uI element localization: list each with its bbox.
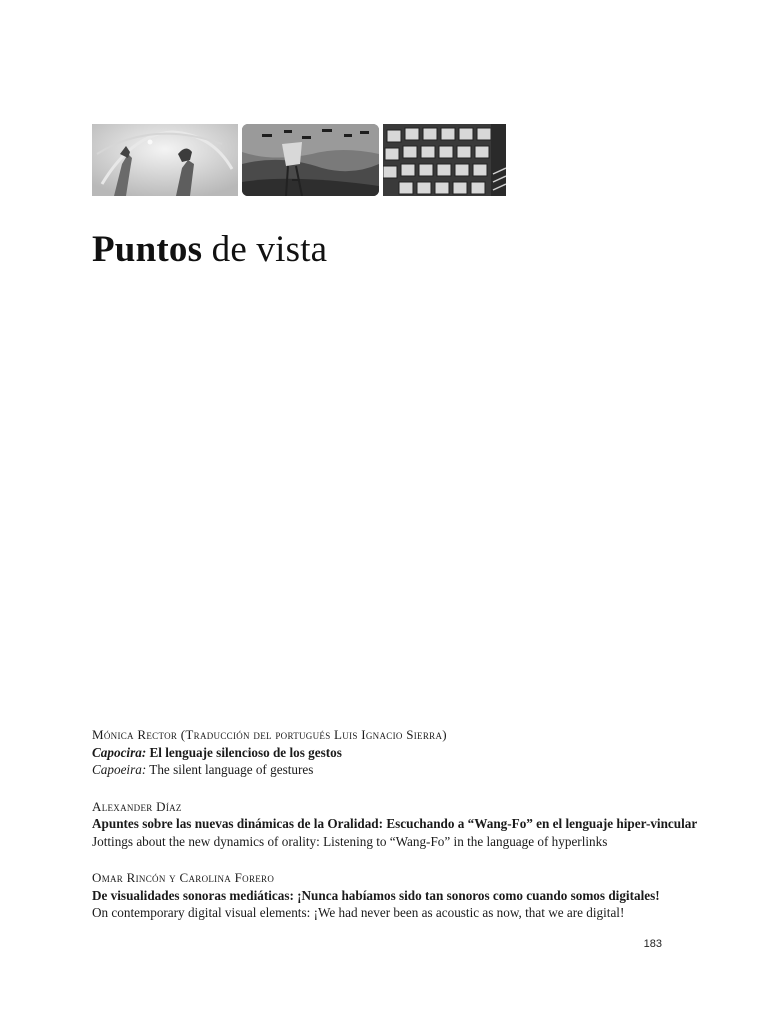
- article-author: Mónica Rector (Traducción del portugués Luis Ignacio Sierra): [92, 727, 447, 742]
- article-title-en: [92, 761, 692, 779]
- article-title-en-italic: Capoeira:: [92, 762, 147, 777]
- article-title-es-italic: Capocira:: [92, 744, 147, 760]
- article-author: Alexander Díaz: [92, 798, 182, 814]
- section-title: [92, 228, 327, 271]
- article-title-es-text: El lenguaje silencioso de los gestos: [146, 744, 342, 760]
- article-entry: [92, 798, 698, 851]
- article-author: Omar Rincón y Carolina Forero: [92, 870, 275, 885]
- article-title-es: [92, 815, 698, 833]
- article-title-en: [92, 833, 692, 851]
- drone-scene-photo: [242, 124, 379, 196]
- article-entry: [92, 869, 692, 922]
- article-title-en-text: On contemporary digital visual elements: ¡We had never been as acoustic as now, that we are digital!: [92, 905, 625, 920]
- hands-photo: [92, 124, 238, 196]
- header-image-strip: [92, 124, 506, 196]
- article-list: [92, 726, 698, 941]
- article-title-es-text: Apuntes sobre las nuevas dinámicas de la Oralidad: Escuchando a “Wang-Fo” en el lenguaje hiper-vincular: [92, 816, 698, 831]
- article-title-en-text: Jottings about the new dynamics of orality: Listening to “Wang-Fo” in the language of hyperlinks: [92, 833, 608, 849]
- section-title-rest: de vista: [202, 229, 328, 270]
- page-number: 183: [643, 938, 662, 950]
- keyboard-photo: [383, 124, 506, 196]
- article-entry: [92, 726, 692, 779]
- article-title-en-text: The silent language of gestures: [146, 762, 314, 777]
- article-title-es: [92, 744, 692, 762]
- article-title-es-text: De visualidades sonoras mediáticas: ¡Nunca habíamos sido tan sonoros como cuando somos digitales!: [92, 887, 660, 903]
- article-title-es: [92, 887, 692, 905]
- article-title-en: [92, 904, 692, 922]
- section-title-bold: Puntos: [92, 229, 203, 270]
